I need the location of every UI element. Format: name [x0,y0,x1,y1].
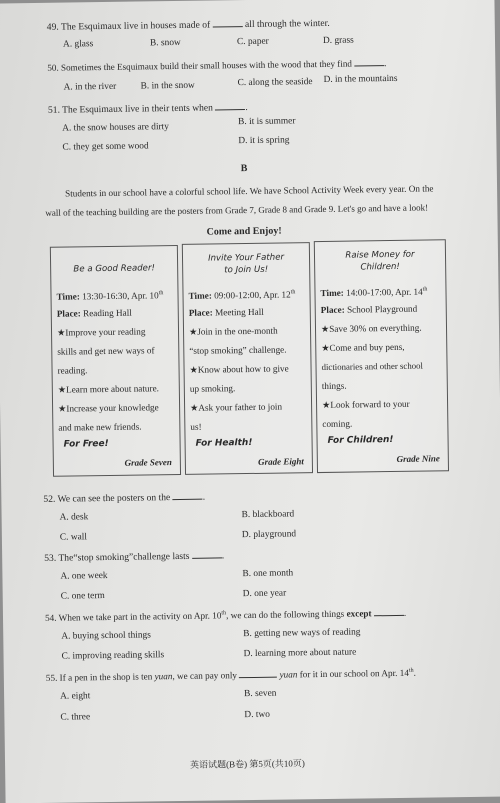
poster-line: ★Increase your knowledge [58,402,159,414]
currency-word: yuan [154,671,173,682]
place-value: Reading Hall [82,307,132,319]
time-value: 14:00-17:00, Apr. 14 [346,286,423,298]
question-54-text: 54. When we take part in the activity on Apr. 10 [44,610,222,623]
question-50 [47,57,386,73]
question-53 [44,549,224,564]
poster-slogan: For Children! [327,435,394,446]
option: A. one week [60,571,108,582]
question-55 [46,667,416,683]
currency-word: yuan [279,669,298,680]
option: A. the snow houses are dirty [62,122,170,134]
ordinal-suffix: th [290,289,296,296]
question-53-text: 53. The“stop smoking”challenge lasts [44,550,190,564]
option: B. snow [149,37,181,49]
option: A. buying school things [61,630,151,642]
poster-grade-nine [314,239,449,473]
option: C. improving reading skills [61,650,165,662]
option: D. playground [241,529,297,541]
intro-line-1: Students in our school have a colorful school life. We have School Activity Week every year. On the [65,183,434,199]
poster-slogan: For Free! [63,438,109,450]
poster-line: ★Ask your father to join [190,401,283,413]
question-54-tail: . [403,607,407,618]
option: B. one month [242,568,294,580]
question-52 [43,491,205,505]
poster-line: ★Look forward to your [322,398,410,410]
question-50-text: 50. Sometimes the Esquimaux build their small houses with the wood that they find [47,58,352,73]
option: D. two [244,709,270,721]
passage-title: Come and Enjoy! [206,225,282,238]
time-label: Time: [188,290,212,301]
place-label: Place: [188,307,213,318]
question-49-text: 49. The Esquimaux live in houses made of [46,19,211,33]
poster-title: Invite Your Father to Join Us! [207,252,285,276]
poster-line: up smoking. [189,383,236,394]
ordinal-suffix: th [422,286,428,293]
poster-line: things. [321,380,347,391]
question-53-tail: . [221,550,225,562]
option: B. in the snow [140,80,195,92]
answer-blank [215,101,245,110]
option: A. glass [62,39,94,50]
poster-place [57,303,174,323]
answer-blank [374,607,407,618]
poster-grade-eight [182,242,313,475]
option: C. paper [236,36,269,48]
question-55-tail: for it in our school on Apr. 14 [299,667,409,680]
poster-grade-seven [50,245,181,477]
question-54 [45,607,406,623]
question-50-tail: . [384,58,387,69]
poster-line: us! [190,421,202,432]
question-54-mid: , we can do the following things [226,608,345,621]
question-51-tail: . [245,102,248,114]
ordinal-suffix: th [408,667,414,674]
poster-line: and make new friends. [58,421,142,433]
poster-line: ★Save 30% on everything. [320,322,422,335]
place-value: School Playground [346,303,418,315]
question-52-tail: . [202,491,206,503]
ordinal-suffix: th [158,290,164,297]
question-55-mid: , we can pay only [172,670,238,682]
answer-blank [212,18,242,27]
time-label: Time: [56,291,80,302]
option: D. in the mountains [323,73,398,85]
poster-line: dictionaries and other school [321,360,423,372]
option: D. learning more about nature [243,647,357,660]
answer-blank [173,491,203,500]
time-value: 13:30-16:30, Apr. 10 [82,290,159,302]
poster-grade: Grade Eight [258,456,304,467]
poster-place [321,299,442,319]
section-label: B [240,163,248,175]
place-label: Place: [320,304,345,316]
option: A. desk [59,512,89,523]
poster-grade: Grade Nine [396,453,440,464]
poster-title: Raise Money for Children! [345,249,415,273]
poster-line: skills and get new ways of [57,345,155,357]
question-54-emphasis: except [346,608,372,619]
option: B. seven [244,688,277,700]
answer-blank [192,549,222,558]
poster-line: coming. [322,418,353,429]
poster-line: ★Know about how to give [189,363,289,375]
option: B. blackboard [241,509,295,521]
option: C. three [60,712,91,723]
poster-line: ★Improve your reading [56,326,146,338]
question-49-tail: all through the winter. [244,17,330,31]
poster-line: reading. [57,365,88,376]
option: B. it is summer [238,116,296,128]
option: B. getting new ways of reading [243,627,361,640]
question-51-text: 51. The Esquimaux live in their tents when [47,102,214,116]
page-footer: 英语试题(B卷) 第5页(共10页) [190,758,305,770]
question-51 [48,101,248,116]
poster-grade: Grade Seven [124,457,172,468]
option: C. wall [59,532,88,543]
time-value: 09:00-12:00, Apr. 12 [214,289,291,301]
poster-title: Be a Good Reader! [73,263,155,275]
question-49 [47,17,330,33]
question-55-text: 55. If a pen in the shop is ten [45,671,153,683]
question-55-end: . [413,667,416,678]
question-52-text: 52. We can see the posters on the [43,492,171,505]
option: D. one year [242,588,287,600]
ordinal-suffix: th [221,610,227,617]
option: A. eight [60,691,91,702]
poster-line: ★Learn more about nature. [57,383,159,395]
place-label: Place: [56,308,81,319]
poster-line: “stop smoking” challenge. [189,344,287,356]
place-value: Meeting Hall [214,306,264,318]
option: D. grass [322,35,354,46]
intro-line-2: wall of the teaching building are the posters from Grade 7, Grade 8 and Grade 9. Let's go and have a look! [45,202,429,218]
poster-place [189,302,306,322]
option: C. one term [60,591,105,602]
option: C. along the seaside [237,77,313,89]
answer-blank [354,57,387,69]
option: D. it is spring [238,135,290,147]
poster-slogan: For Health! [195,437,253,449]
option: C. they get some wood [62,141,149,153]
answer-blank [239,669,277,679]
time-label: Time: [320,287,344,299]
poster-line: ★Join in the one-month [188,325,278,337]
option: A. in the river [63,81,117,93]
poster-line: ★Come and buy pens, [321,341,405,353]
